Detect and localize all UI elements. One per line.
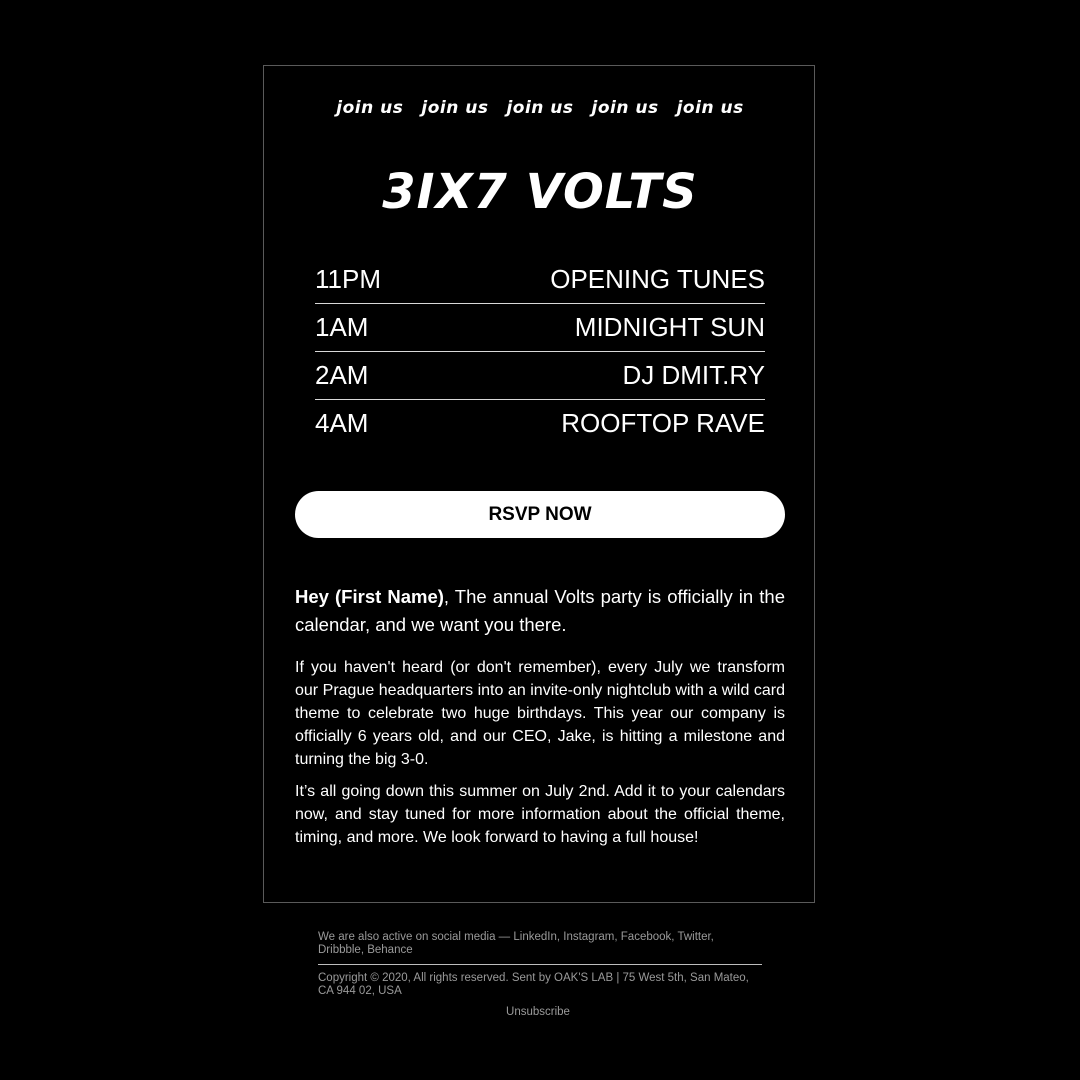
lineup-schedule <box>315 256 765 447</box>
lineup-row <box>315 400 765 447</box>
copyright-text: Copyright © 2020, All rights reserved. Sent by OAK'S LAB | 75 West 5th, San Mateo, CA 944 02, USA <box>318 972 749 997</box>
body-paragraph: It’s all going down this summer on July 2nd. Add it to your calendars now, and stay tuned for more information about the official theme, timing, and more. We look forward to having a full house! <box>295 783 785 846</box>
lineup-time: 2AM <box>315 360 369 390</box>
join-us-text: join us <box>506 98 574 118</box>
lineup-act: DJ DMIT.RY <box>622 360 765 390</box>
lineup-time: 1AM <box>315 312 369 342</box>
rsvp-button[interactable]: RSVP NOW <box>295 491 785 538</box>
join-us-text: join us <box>591 98 659 118</box>
lineup-act: MIDNIGHT SUN <box>574 312 765 342</box>
intro-paragraph <box>295 583 785 639</box>
join-us-text: join us <box>421 98 489 118</box>
brand-logo-title: 3IX7 VOLTS <box>382 164 698 220</box>
footer-divider <box>318 964 762 965</box>
unsubscribe-link[interactable]: Unsubscribe <box>506 1006 570 1018</box>
lineup-row <box>315 304 765 352</box>
greeting-name: Hey (First Name) <box>295 586 444 607</box>
lineup-act: OPENING TUNES <box>550 264 765 294</box>
join-us-banner <box>0 96 1080 120</box>
intro-text: , The annual Volts party is officially in the calendar, and we want you there. <box>295 586 785 635</box>
body-paragraph: If you haven't heard (or don't remember), every July we transform our Prague headquarters into an invite-only nightclub with a wild card theme to celebrate two huge birthdays. This year our company is officially 6 years old, and our CEO, Jake, is hitting a milestone and turning the big 3-0. <box>295 659 785 768</box>
join-us-text: join us <box>336 98 404 118</box>
unsubscribe-row <box>0 1006 1076 1019</box>
lineup-row <box>315 352 765 400</box>
social-media-text: We are also active on social media — LinkedIn, Instagram, Facebook, Twitter, Dribbble, Behance <box>318 931 714 956</box>
lineup-act: ROOFTOP RAVE <box>561 408 765 438</box>
lineup-time: 11PM <box>315 264 381 294</box>
lineup-row <box>315 256 765 304</box>
join-us-text: join us <box>676 98 744 118</box>
lineup-time: 4AM <box>315 408 369 438</box>
